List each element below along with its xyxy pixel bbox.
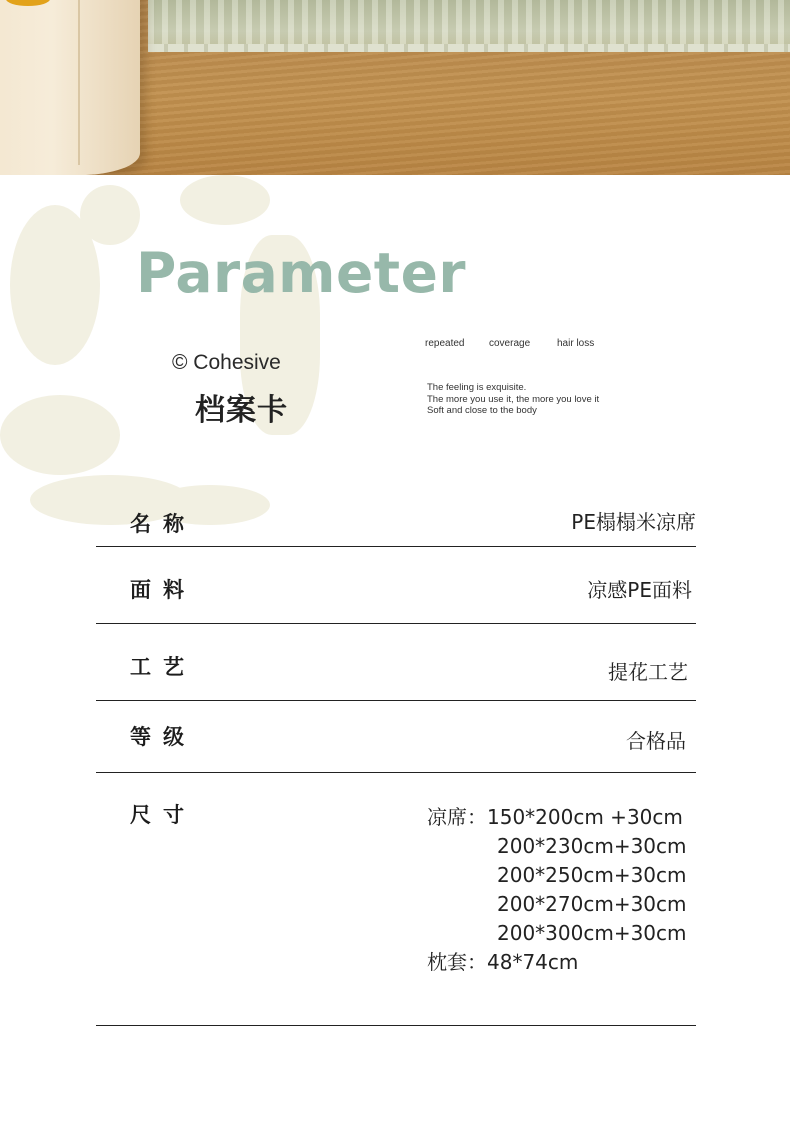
spec-row-craft <box>96 624 696 701</box>
spec-label: 工艺 <box>130 655 196 679</box>
spec-row-size <box>96 773 696 1026</box>
spec-row-fabric <box>96 547 696 624</box>
brand-name: © Cohesive <box>172 351 281 374</box>
spec-row-grade <box>96 701 696 773</box>
spec-label: 尺寸 <box>130 803 196 827</box>
spec-value: 凉感PE面料 <box>587 578 692 602</box>
mat-size: 200*270cm+30cm <box>497 892 687 916</box>
mat-size: 200*300cm+30cm <box>497 921 687 945</box>
spec-value: 合格品 <box>626 729 686 753</box>
tag-coverage: coverage <box>489 338 531 349</box>
mat-size: 150*200cm +30cm <box>487 805 683 829</box>
curtain-hem <box>148 44 790 52</box>
size-list <box>427 803 687 977</box>
slogan-line: The feeling is exquisite. <box>427 382 527 393</box>
spec-row-name <box>96 496 696 547</box>
pillow-size: 48*74cm <box>487 950 579 974</box>
spec-label: 名称 <box>130 512 196 536</box>
slogan-line: Soft and close to the body <box>427 405 537 416</box>
slogan-line: The more you use it, the more you love it <box>427 393 600 405</box>
pillow-label: 枕套： <box>427 950 487 974</box>
mat-size: 200*230cm+30cm <box>497 834 687 858</box>
spec-value: 提花工艺 <box>608 660 688 684</box>
header-photo <box>0 0 790 175</box>
spec-label: 面料 <box>130 578 196 602</box>
side-table-seam <box>78 0 80 165</box>
side-table <box>0 0 140 175</box>
size-line <box>427 948 687 977</box>
mat-size: 200*250cm+30cm <box>497 863 687 887</box>
spec-value: PE榻榻米凉席 <box>571 510 696 534</box>
spec-label: 等级 <box>130 725 196 749</box>
headline-parameter: Parameter <box>136 241 467 305</box>
card-title: 档案卡 <box>195 393 288 428</box>
tag-repeated: repeated <box>425 338 465 349</box>
mat-label: 凉席： <box>427 805 487 829</box>
tag-hair-loss: hair loss <box>557 338 595 349</box>
slogan <box>427 382 599 417</box>
size-line <box>427 803 687 832</box>
